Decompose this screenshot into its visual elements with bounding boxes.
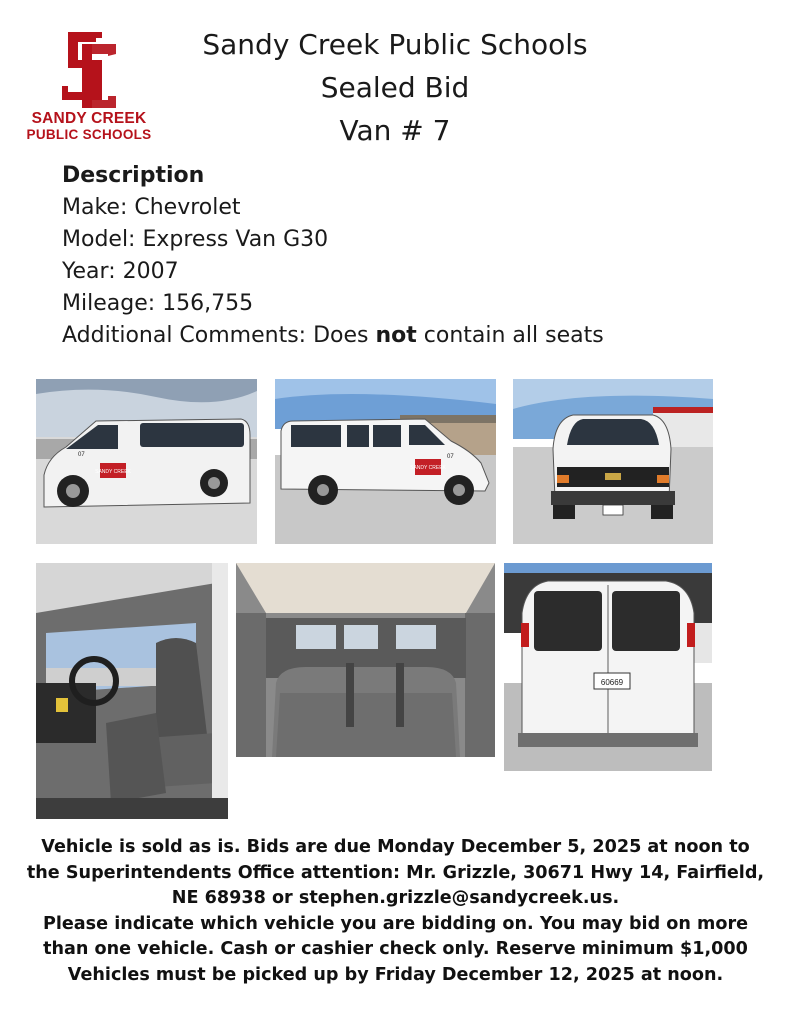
comments-line: [62, 320, 604, 352]
comments-prefix: Additional Comments: Does: [62, 323, 376, 348]
title-sealed-bid: Sealed Bid: [320, 71, 470, 104]
van-number-text-1: 07: [78, 452, 85, 458]
van-number-text-2: 07: [447, 454, 454, 460]
bid-instructions: [20, 835, 771, 988]
description-heading: Description: [62, 163, 205, 188]
footer-line-6: Vehicles must be picked up by Friday December 12, 2025 at noon.: [67, 964, 724, 985]
make-line: Make: Chevrolet: [62, 195, 241, 220]
school-logo: [22, 30, 156, 142]
title-school-name: Sandy Creek Public Schools: [202, 28, 588, 61]
footer-line-5: than one vehicle. Cash or cashier check only. Reserve minimum $1,000: [43, 939, 748, 959]
footer-line-2: the Superintendents Office attention: Mr. Grizzle, 30671 Hwy 14, Fairfield,: [26, 862, 765, 883]
sc-monogram-icon: [62, 30, 116, 110]
footer-line-3: NE 68938 or stephen.grizzle@sandycreek.us.: [171, 888, 620, 908]
photo-front: [513, 379, 713, 544]
rear-plate-text: 60669: [600, 678, 624, 687]
model-line: Model: Express Van G30: [62, 227, 329, 252]
door-sign-text-1: SANDY CREEK: [95, 469, 131, 475]
mileage-line: Mileage: 156,755: [62, 291, 254, 316]
year-line: Year: 2007: [62, 259, 179, 284]
photo-rear-seats: [236, 563, 495, 757]
logo-text-line1: SANDY CREEK: [31, 110, 147, 127]
door-sign-text-2: SANDY CREEK: [410, 465, 446, 471]
comments-emphasis: not: [375, 323, 417, 348]
footer-line-4: Please indicate which vehicle you are bidding on. You may bid on more: [42, 913, 749, 934]
photo-rear: [504, 563, 712, 771]
vehicle-description: [62, 160, 604, 352]
footer-line-1: Vehicle is sold as is. Bids are due Monday December 5, 2025 at noon to: [41, 837, 750, 857]
logo-text-line2: PUBLIC SCHOOLS: [26, 127, 152, 142]
photo-driver-side: [36, 379, 257, 544]
title-van-number: Van # 7: [339, 114, 451, 147]
photo-cab-interior: [36, 563, 228, 819]
photo-passenger-side: [275, 379, 496, 544]
comments-suffix: contain all seats: [416, 323, 604, 348]
